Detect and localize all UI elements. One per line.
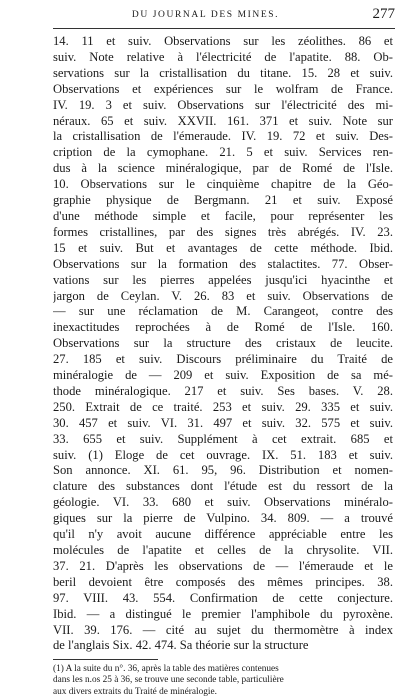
footnote-line: aux divers extraits du Traité de minéralogie.	[53, 686, 217, 697]
text-line: minéralogie de — 209 et suiv. Exposition de sa mé-	[53, 368, 393, 383]
text-line: giques sur la pierre de Vulpino. 34. 809. — a trouvé	[53, 511, 393, 526]
footnote-line: dans les n.os 25 à 36, se trouve une seconde table, particulière	[53, 675, 284, 686]
text-line: cription de la cymophane. 21. 5 et suiv. Services ren-	[53, 145, 393, 160]
text-line: 37. 21. D'après les observations de — l'émeraude et le	[53, 558, 393, 573]
text-line: suiv. Note relative à l'électricité de l'apatite. 88. Ob-	[53, 49, 393, 64]
text-line: VII. 39. 176. — cité au sujet du thermomètre à index	[53, 622, 393, 637]
text-line: beril devoient être composés des mêmes principes. 38.	[53, 574, 393, 589]
text-line: Observations et expériences sur le wolfram de France.	[53, 81, 393, 96]
text-line: 33. 655 et suiv. Supplément à cet extrait. 685 et	[53, 431, 393, 446]
text-line: d'une méthode simple et facile, pour représenter les	[53, 208, 393, 223]
text-line: — sur une réclamation de M. Carangeot, contre des	[53, 304, 393, 319]
text-line: clature des substances dont l'étude est du ressort de la	[53, 479, 393, 494]
text-line: néraux. 65 et suiv. XXVII. 161. 371 et suiv. Note sur	[53, 113, 393, 128]
text-line: dus à la science minéralogique, par de Romé de l'Isle.	[53, 161, 393, 176]
text-line: 10. Observations sur le cinquième chapitre de la Géo-	[53, 177, 393, 192]
text-line: molécules de l'apatite et celles de la chrysolite. VII.	[53, 543, 393, 557]
text-line: la cristallisation de l'émeraude. IV. 19. 72 et suiv. Des-	[53, 129, 393, 144]
footnote	[53, 664, 393, 698]
text-line: jargon de Ceylan. V. 26. 83 et suiv. Observations de	[53, 288, 393, 303]
text-line: Observations sur la structure des cristaux de leucite.	[53, 336, 393, 351]
header-rule	[53, 28, 395, 29]
footnote-rule	[53, 659, 158, 660]
text-line: 30. 457 et suiv. VI. 31. 497 et suiv. 32. 575 et suiv.	[53, 415, 393, 430]
text-line: suiv. (1) Eloge de cet ouvrage. IX. 51. 183 et suiv.	[53, 447, 393, 462]
text-line: Ibid. — a distingué le premier l'amphibole du pyroxène.	[53, 606, 393, 621]
text-line: 15 et suiv. But et avantages de cette méthode. Ibid.	[53, 240, 393, 255]
text-line: 250. Extrait de ce traité. 253 et suiv. 29. 335 et suiv.	[53, 399, 393, 414]
text-line: thode minéralogique. 217 et suiv. Ses bases. V. 28.	[53, 383, 393, 398]
page-number: 277	[372, 6, 395, 22]
footnote-line: (1) A la suite du n°. 36, après la table des matières contenues	[53, 664, 279, 674]
text-line: IV. 19. 3 et suiv. Observations sur l'électricité des mi-	[53, 97, 393, 112]
text-line: 27. 185 et suiv. Discours préliminaire du Traité de	[53, 352, 393, 367]
page-header	[0, 6, 411, 28]
text-line: 97. VIII. 43. 554. Confirmation de cette conjecture.	[53, 590, 393, 605]
text-line: 14. 11 et suiv. Observations sur les zéolithes. 86 et	[53, 34, 393, 48]
text-line: Son annonce. XI. 61. 95, 96. Distribution et nomen-	[53, 463, 393, 478]
text-line: vations sur les pierres appelées jusqu'ici hyacinthe et	[53, 272, 393, 287]
text-line: géologie. VI. 33. 680 et suiv. Observations minéralo-	[53, 495, 393, 510]
index-entry-text	[53, 34, 393, 654]
text-line: qu'il n'y avoit aucune différence appréciable entre les	[53, 527, 393, 542]
text-line: formes cristallines, par des signes très abrégés. IV. 23.	[53, 224, 393, 239]
running-title: DU JOURNAL DES MINES.	[131, 10, 280, 20]
text-line: Observations sur la formation des stalactites. 77. Obser-	[53, 256, 393, 271]
text-line: inexactitudes reprochées à de Romé de l'Isle. 160.	[53, 320, 393, 335]
text-line: servations sur la cristallisation du titane. 15. 28 et suiv.	[53, 65, 393, 80]
text-line: de l'anglais Six. 42. 474. Sa théorie sur la structure	[53, 638, 309, 653]
text-line: graphie physique de Bergmann. 21 et suiv. Exposé	[53, 193, 393, 208]
